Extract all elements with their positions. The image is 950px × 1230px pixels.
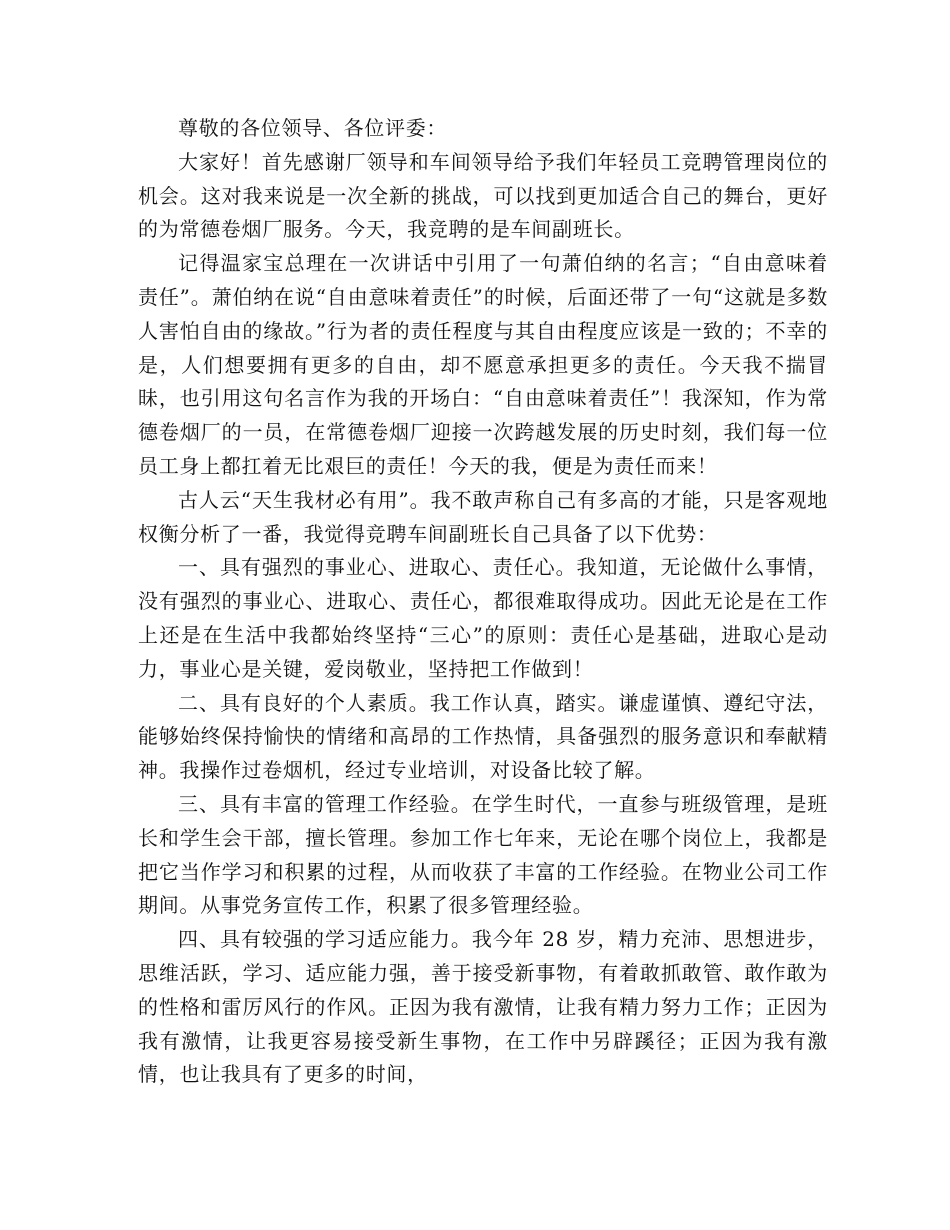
advantage-one-paragraph: 一、具有强烈的事业心、进取心、责任心。我知道，无论做什么事情，没有强烈的事业心、进取心、责任心，都很难取得成功。因此无论是在工作上还是在生活中我都始终坚持“三心”的原则：责任心是基础，进取心是动力，事业心是关键，爱岗敬业，坚持把工作做到！ xyxy=(138,555,828,681)
document-body xyxy=(138,112,828,1092)
advantage-three-paragraph: 三、具有丰富的管理工作经验。在学生时代，一直参与班级管理，是班长和学生会干部，擅长管理。参加工作七年来，无论在哪个岗位上，我都是把它当作学习和积累的过程，从而收获了丰富的工作经验。在物业公司工作期间。从事党务宣传工作，积累了很多管理经验。 xyxy=(138,791,828,918)
advantage-two-paragraph: 二、具有良好的个人素质。我工作认真，踏实。谦虚谨慎、遵纪守法，能够始终保持愉快的情绪和高昂的工作热情，具备强烈的服务意识和奉献精神。我操作过卷烟机，经过专业培训，对设备比较了解。 xyxy=(138,690,828,783)
salutation-paragraph: 尊敬的各位领导、各位评委： xyxy=(178,116,448,140)
greeting-paragraph: 大家好！首先感谢厂领导和车间领导给予我们年轻员工竞聘管理岗位的机会。这对我来说是一次全新的挑战，可以找到更加适合自己的舞台，更好的为常德卷烟厂服务。今天，我竞聘的是车间副班长。 xyxy=(138,149,828,242)
quote-paragraph: 记得温家宝总理在一次讲话中引用了一句萧伯纳的名言；“自由意味着责任”。萧伯纳在说“自由意味着责任”的时候，后面还带了一句“这就是多数人害怕自由的缘故。”行为者的责任程度与其自由程度应该是一致的；不幸的是，人们想要拥有更多的自由，却不愿意承担更多的责任。今天我不揣冒昧，也引用这句名言作为我的开场白：“自由意味着责任”！我深知，作为常德卷烟厂的一员，在常德卷烟厂迎接一次跨越发展的历史时刻，我们每一位员工身上都扛着无比艰巨的责任！今天的我，便是为责任而来！ xyxy=(138,251,828,478)
advantages-intro-paragraph: 古人云“天生我材必有用”。我不敢声称自己有多高的才能，只是客观地权衡分析了一番，我觉得竞聘车间副班长自己具备了以下优势： xyxy=(138,487,828,546)
advantage-four-paragraph: 四、具有较强的学习适应能力。我今年 28 岁，精力充沛、思想进步，思维活跃，学习、适应能力强，善于接受新事物，有着敢抓敢管、敢作敢为的性格和雷厉风行的作风。正因为我有激情，让我有精力努力工作；正因为我有激情，让我更容易接受新生事物，在工作中另辟蹊径；正因为我有激情，也让我具有了更多的时间， xyxy=(138,927,828,1087)
